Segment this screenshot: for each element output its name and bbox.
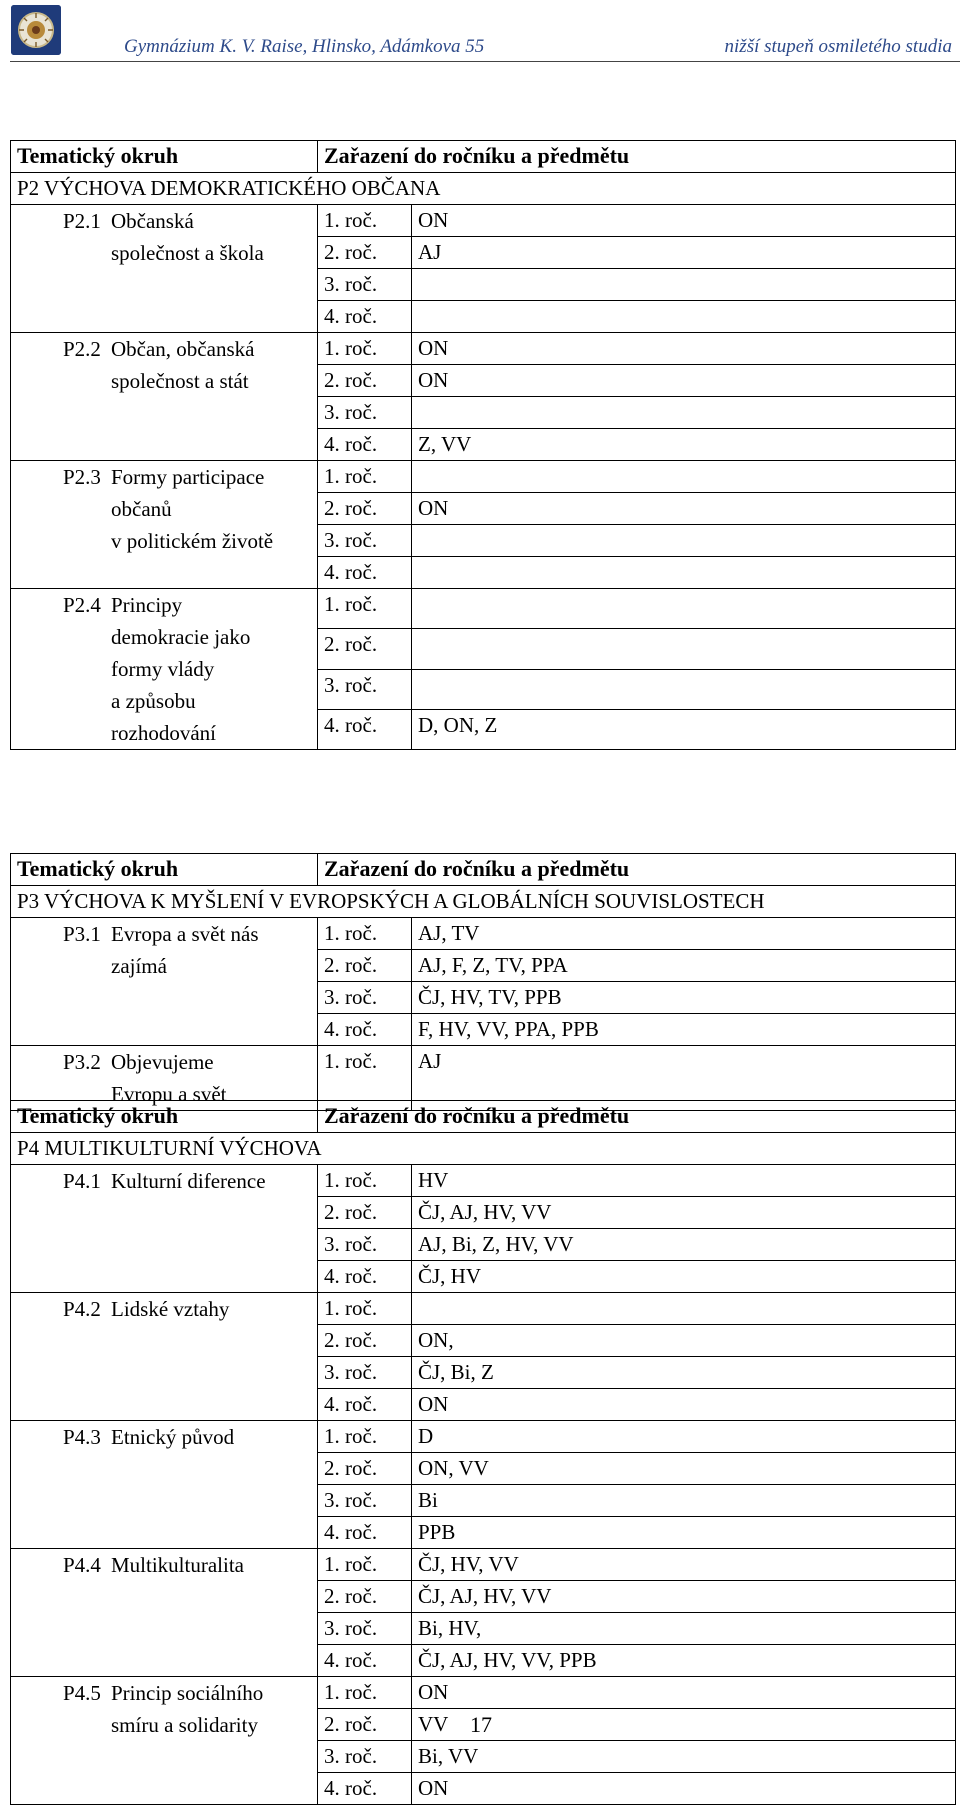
topic-number: P4.4: [63, 1553, 101, 1577]
topic-number: P4.1: [63, 1169, 101, 1193]
topic-cell: [11, 205, 318, 333]
subjects-cell: [412, 1293, 956, 1325]
subjects-cell: ČJ, AJ, HV, VV: [412, 1197, 956, 1229]
header-divider: [10, 61, 960, 62]
topic-line: smíru a solidarity: [111, 1713, 258, 1737]
section-title: P2 VÝCHOVA DEMOKRATICKÉHO OBČANA: [11, 173, 956, 205]
year-cell: 1. roč.: [318, 461, 412, 493]
topic-text: Princip sociálního: [111, 1681, 264, 1705]
p3-body: [11, 918, 956, 1111]
topic-text: Občan, občanská: [111, 337, 255, 361]
topic-line: formy vlády: [111, 657, 215, 681]
year-cell: 1. roč.: [318, 1549, 412, 1581]
topic-line: Evropu a svět: [111, 1082, 227, 1106]
year-cell: 2. roč.: [318, 1453, 412, 1485]
year-cell: 4. roč.: [318, 1517, 412, 1549]
table-header-row: [11, 1101, 956, 1133]
table-row: [11, 1165, 956, 1197]
year-cell: 4. roč.: [318, 1645, 412, 1677]
topic-line: [63, 205, 307, 237]
table-row: [11, 918, 956, 950]
topic-line: [63, 461, 307, 493]
table-row: [11, 1549, 956, 1581]
topic-text: Objevujeme: [111, 1050, 214, 1074]
year-cell: 2. roč.: [318, 1325, 412, 1357]
year-cell: 3. roč.: [318, 525, 412, 557]
topic-line: v politickém životě: [111, 529, 274, 553]
year-cell: 4. roč.: [318, 429, 412, 461]
topic-number: P2.1: [63, 209, 101, 233]
year-cell: 4. roč.: [318, 1389, 412, 1421]
year-cell: 4. roč.: [318, 1773, 412, 1805]
topic-line: rozhodování: [111, 721, 216, 745]
section-title: P4 MULTIKULTURNÍ VÝCHOVA: [11, 1133, 956, 1165]
assignment-column-header: Zařazení do ročníku a předmětu: [318, 854, 956, 886]
year-cell: 1. roč.: [318, 1046, 412, 1111]
section-title-row: [11, 1133, 956, 1165]
assignment-column-header: Zařazení do ročníku a předmětu: [318, 1101, 956, 1133]
topic-line: [63, 333, 307, 365]
year-cell: 3. roč.: [318, 397, 412, 429]
topic-column-header: Tematický okruh: [11, 854, 318, 886]
topic-line: [63, 589, 307, 621]
subjects-cell: ON: [412, 1677, 956, 1709]
subjects-cell: AJ: [412, 1046, 956, 1111]
topic-number: P2.4: [63, 593, 101, 617]
p2-body: [11, 205, 956, 750]
subjects-cell: [412, 461, 956, 493]
topic-cell: [11, 1549, 318, 1677]
year-cell: 2. roč.: [318, 237, 412, 269]
section-title-row: [11, 886, 956, 918]
topic-line: [63, 1677, 307, 1709]
topic-number: P4.3: [63, 1425, 101, 1449]
topic-text: Lidské vztahy: [111, 1297, 230, 1321]
year-cell: 2. roč.: [318, 493, 412, 525]
table-row: [11, 205, 956, 237]
topic-line: společnost a stát: [111, 369, 249, 393]
p4-table: [10, 1100, 956, 1805]
subjects-cell: ČJ, AJ, HV, VV, PPB: [412, 1645, 956, 1677]
year-cell: 3. roč.: [318, 1613, 412, 1645]
subjects-cell: [412, 557, 956, 589]
subjects-cell: ČJ, Bi, Z: [412, 1357, 956, 1389]
year-cell: 1. roč.: [318, 205, 412, 237]
subjects-cell: ON: [412, 333, 956, 365]
year-cell: 2. roč.: [318, 1709, 412, 1741]
year-cell: 1. roč.: [318, 1293, 412, 1325]
topic-number: P4.2: [63, 1297, 101, 1321]
subjects-cell: AJ: [412, 237, 956, 269]
subjects-cell: [412, 397, 956, 429]
subjects-cell: ON: [412, 365, 956, 397]
year-cell: 2. roč.: [318, 950, 412, 982]
year-cell: 2. roč.: [318, 629, 412, 669]
topic-number: P4.5: [63, 1681, 101, 1705]
topic-text: Etnický původ: [111, 1425, 235, 1449]
subjects-cell: ON: [412, 205, 956, 237]
topic-number: P3.1: [63, 922, 101, 946]
table-header-row: [11, 854, 956, 886]
subjects-cell: F, HV, VV, PPA, PPB: [412, 1014, 956, 1046]
year-cell: 1. roč.: [318, 1165, 412, 1197]
year-cell: 1. roč.: [318, 1421, 412, 1453]
subjects-cell: [412, 669, 956, 709]
table-row: [11, 461, 956, 493]
page-header: [0, 0, 960, 62]
year-cell: 1. roč.: [318, 589, 412, 629]
table-row: [11, 1677, 956, 1709]
subjects-cell: ON, VV: [412, 1453, 956, 1485]
p2-table: [10, 140, 956, 750]
year-cell: 3. roč.: [318, 1485, 412, 1517]
topic-cell: [11, 589, 318, 750]
subjects-cell: [412, 589, 956, 629]
year-cell: 2. roč.: [318, 1581, 412, 1613]
subjects-cell: VV: [412, 1709, 956, 1741]
topic-cell: [11, 918, 318, 1046]
topic-text: Multikulturalita: [111, 1553, 244, 1577]
subjects-cell: AJ, Bi, Z, HV, VV: [412, 1229, 956, 1261]
year-cell: 4. roč.: [318, 709, 412, 749]
year-cell: 3. roč.: [318, 1229, 412, 1261]
subjects-cell: D: [412, 1421, 956, 1453]
table-row: [11, 333, 956, 365]
subjects-cell: Bi, HV,: [412, 1613, 956, 1645]
topic-column-header: Tematický okruh: [11, 1101, 318, 1133]
table-row: [11, 1293, 956, 1325]
subjects-cell: AJ, F, Z, TV, PPA: [412, 950, 956, 982]
topic-text: Občanská: [111, 209, 194, 233]
topic-line: demokracie jako: [111, 625, 251, 649]
subjects-cell: Bi, VV: [412, 1741, 956, 1773]
year-cell: 3. roč.: [318, 669, 412, 709]
subjects-cell: [412, 301, 956, 333]
topic-line: [63, 1293, 307, 1325]
section-title-row: [11, 173, 956, 205]
subjects-cell: ON: [412, 1389, 956, 1421]
year-cell: 1. roč.: [318, 333, 412, 365]
school-logo: [11, 5, 61, 55]
subjects-cell: PPB: [412, 1517, 956, 1549]
topic-cell: [11, 461, 318, 589]
year-cell: 4. roč.: [318, 1261, 412, 1293]
topic-line: zajímá: [111, 954, 167, 978]
section-title: P3 VÝCHOVA K MYŠLENÍ V EVROPSKÝCH A GLOBÁLNÍCH SOUVISLOSTECH: [11, 886, 956, 918]
year-cell: 4. roč.: [318, 301, 412, 333]
year-cell: 2. roč.: [318, 365, 412, 397]
year-cell: 3. roč.: [318, 982, 412, 1014]
topic-text: Evropa a svět nás: [111, 922, 259, 946]
subjects-cell: [412, 629, 956, 669]
topic-cell: [11, 1165, 318, 1293]
year-cell: 1. roč.: [318, 1677, 412, 1709]
study-level: nižší stupeň osmiletého studia: [724, 36, 952, 57]
subjects-cell: AJ, TV: [412, 918, 956, 950]
year-cell: 2. roč.: [318, 1197, 412, 1229]
subjects-cell: ČJ, HV: [412, 1261, 956, 1293]
table-row: [11, 1421, 956, 1453]
topic-text: Kulturní diference: [111, 1169, 266, 1193]
subjects-cell: ČJ, HV, VV: [412, 1549, 956, 1581]
topic-number: P2.2: [63, 337, 101, 361]
topic-number: P3.2: [63, 1050, 101, 1074]
school-crest-icon: [11, 5, 61, 55]
subjects-cell: Z, VV: [412, 429, 956, 461]
topic-cell: [11, 1677, 318, 1805]
subjects-cell: Bi: [412, 1485, 956, 1517]
subjects-cell: ON: [412, 1773, 956, 1805]
topic-line: a způsobu: [111, 689, 196, 713]
topic-number: P2.3: [63, 465, 101, 489]
table-row: [11, 589, 956, 629]
table-header-row: [11, 141, 956, 173]
year-cell: 3. roč.: [318, 1357, 412, 1389]
year-cell: 3. roč.: [318, 269, 412, 301]
page-number: 17: [470, 1712, 492, 1737]
topic-line: [63, 918, 307, 950]
subjects-cell: D, ON, Z: [412, 709, 956, 749]
subjects-cell: ČJ, HV, TV, PPB: [412, 982, 956, 1014]
p4-body: [11, 1165, 956, 1805]
topic-line: [63, 1046, 307, 1078]
subjects-cell: ON,: [412, 1325, 956, 1357]
subjects-cell: [412, 525, 956, 557]
subjects-cell: ON: [412, 493, 956, 525]
subjects-cell: HV: [412, 1165, 956, 1197]
year-cell: 3. roč.: [318, 1741, 412, 1773]
topic-cell: [11, 1293, 318, 1421]
topic-line: [63, 1421, 307, 1453]
topic-column-header: Tematický okruh: [11, 141, 318, 173]
topic-cell: [11, 1421, 318, 1549]
p3-table: [10, 853, 956, 1111]
subjects-cell: [412, 269, 956, 301]
year-cell: 4. roč.: [318, 557, 412, 589]
topic-text: Formy participace: [111, 465, 265, 489]
topic-line: občanů: [111, 497, 172, 521]
topic-line: společnost a škola: [111, 241, 264, 265]
subjects-cell: ČJ, AJ, HV, VV: [412, 1581, 956, 1613]
topic-line: [63, 1165, 307, 1197]
school-name: Gymnázium K. V. Raise, Hlinsko, Adámkova 55: [124, 36, 485, 57]
year-cell: 1. roč.: [318, 918, 412, 950]
year-cell: 4. roč.: [318, 1014, 412, 1046]
topic-text: Principy: [111, 593, 183, 617]
topic-cell: [11, 333, 318, 461]
assignment-column-header: Zařazení do ročníku a předmětu: [318, 141, 956, 173]
topic-line: [63, 1549, 307, 1581]
